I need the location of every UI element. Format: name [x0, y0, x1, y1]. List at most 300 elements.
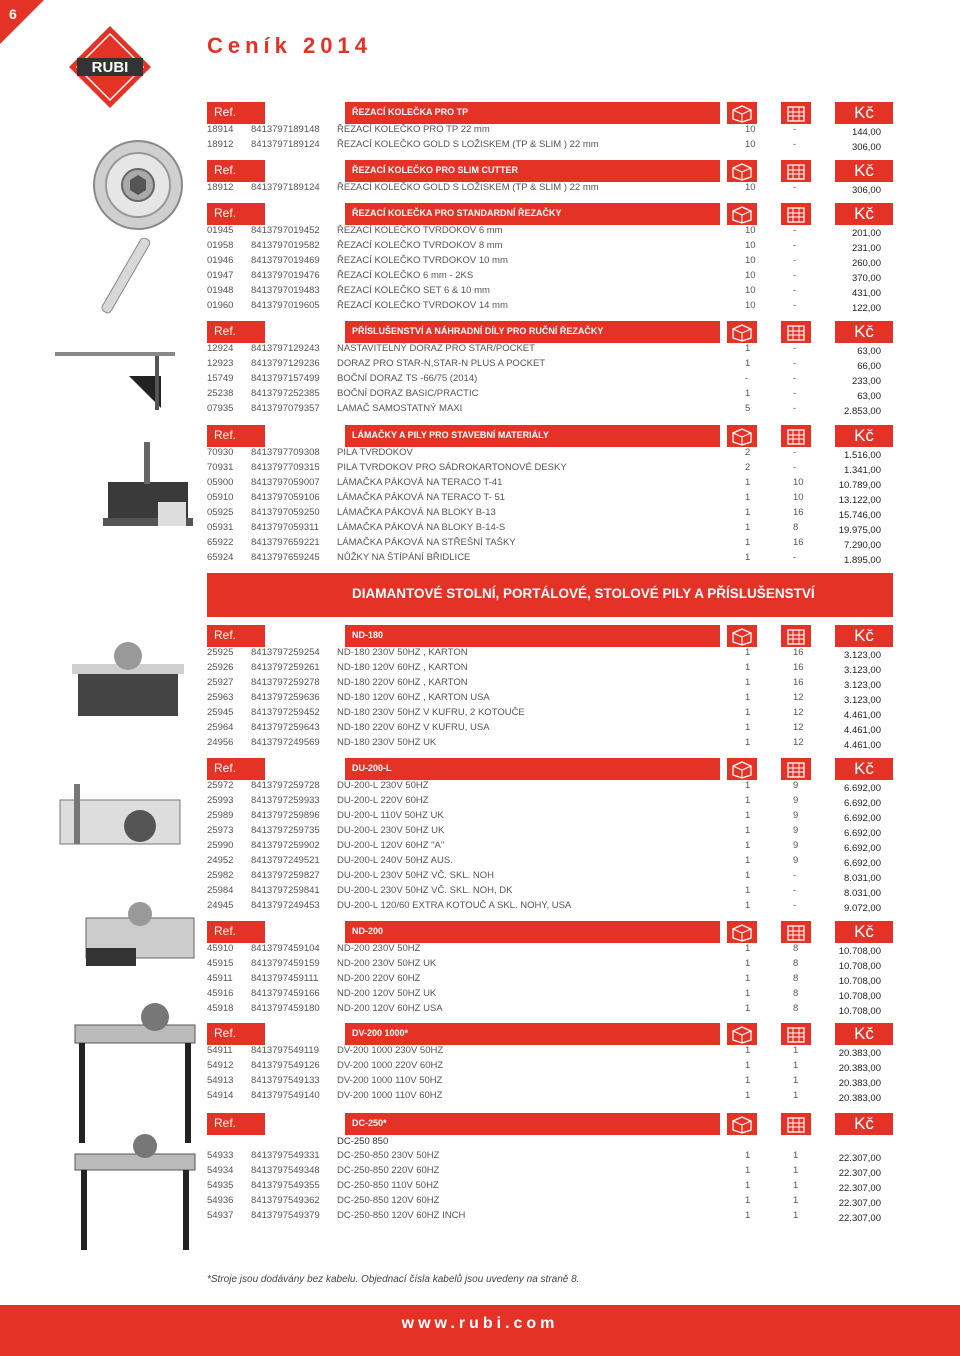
ref-code: 25990 — [207, 840, 234, 851]
section-title: ŘEZACÍ KOLEČKA PRO TP — [345, 102, 720, 124]
price: 6.692,00 — [844, 843, 881, 854]
pallet-quantity: 1 — [793, 1165, 799, 1176]
package-quantity: 1 — [745, 885, 751, 896]
price: 4.461,00 — [844, 725, 881, 736]
price: 10.708,00 — [838, 991, 881, 1002]
ref-code: 01960 — [207, 300, 234, 311]
package-quantity: 1 — [745, 840, 751, 851]
ref-label: Ref. — [207, 625, 265, 647]
pallet-quantity: 9 — [793, 780, 799, 791]
price-section — [207, 1023, 893, 1105]
table-row — [207, 270, 893, 285]
ean-code: 8413797459180 — [251, 1003, 320, 1014]
table-row — [207, 1180, 893, 1195]
price: 122,00 — [851, 303, 881, 314]
ref-code: 54911 — [207, 1045, 233, 1056]
product-description: DU-200-L 120V 60HZ "A" — [337, 840, 445, 851]
svg-text:9348019890: 9348019890 — [273, 219, 297, 224]
table-row — [207, 139, 893, 154]
price-section — [207, 425, 893, 567]
package-quantity: 10 — [745, 300, 756, 311]
table-row — [207, 1165, 893, 1180]
ean-code: 8413797059311 — [251, 522, 319, 533]
section-title: ND-200 — [345, 921, 720, 943]
package-quantity: 1 — [745, 1060, 751, 1071]
pallet-icon — [781, 1023, 811, 1045]
ean-code: 8413797549348 — [251, 1165, 320, 1176]
package-icon — [727, 425, 757, 447]
ref-code: 07935 — [207, 403, 234, 414]
table-row — [207, 343, 893, 358]
package-quantity: 1 — [745, 943, 751, 954]
product-description: LÁMAČKA PÁKOVÁ NA TERACO T-41 — [337, 477, 503, 488]
price: 20.383,00 — [838, 1063, 881, 1074]
package-quantity: 1 — [745, 477, 751, 488]
product-description: ND-180 230V 50HZ V KUFRU, 2 KOTOUČE — [337, 707, 525, 718]
ref-code: 24952 — [207, 855, 234, 866]
table-row — [207, 825, 893, 840]
price: 19.975,00 — [838, 525, 881, 536]
table-row — [207, 507, 893, 522]
package-quantity: 1 — [745, 988, 751, 999]
ean-code: 8413797129236 — [251, 358, 320, 369]
pallet-icon — [781, 625, 811, 647]
product-description: LAMAČ SAMOSTATNÝ MAXI — [337, 403, 463, 414]
ref-code: 25984 — [207, 885, 234, 896]
pallet-quantity: 1 — [793, 1180, 799, 1191]
pallet-quantity: - — [793, 358, 797, 369]
ref-code: 54912 — [207, 1060, 234, 1071]
product-description: DV-200 1000 230V 50HZ — [337, 1045, 444, 1056]
ean-code: 8413797259735 — [251, 825, 320, 836]
product-description: PILA TVRDOKOV PRO SÁDROKARTONOVÉ DESKY — [337, 462, 567, 473]
pallet-quantity: - — [793, 552, 797, 563]
ref-code: 05925 — [207, 507, 234, 518]
currency-label: Kč — [835, 203, 893, 225]
table-row — [207, 855, 893, 870]
product-description: ND-200 220V 60HZ — [337, 973, 421, 984]
package-icon — [727, 1113, 757, 1135]
product-description: ND-180 230V 50HZ , KARTON — [337, 647, 468, 658]
pallet-quantity: - — [793, 285, 797, 296]
ean-code: 8413797059250 — [251, 507, 320, 518]
barcode-icon — [269, 1023, 301, 1045]
ean-code: 8413797659245 — [251, 552, 320, 563]
table-row — [207, 810, 893, 825]
product-description: ŘEZACÍ KOLEČKO PRO TP 22 mm — [337, 124, 490, 135]
product-description: ŘEZACÍ KOLEČKO 6 mm - 2KS — [337, 270, 474, 281]
product-description: DU-200-L 230V 50HZ VČ. SKL. NOH, DK — [337, 885, 513, 896]
ean-code: 8413797019469 — [251, 255, 320, 266]
package-quantity: 1 — [745, 1210, 751, 1221]
ref-code: 70931 — [207, 462, 234, 473]
ean-code: 8413797189124 — [251, 182, 320, 193]
svg-text:9348019890: 9348019890 — [273, 1129, 297, 1134]
section-header — [207, 1113, 893, 1135]
section-title: DV-200 1000* — [345, 1023, 720, 1045]
footnote: *Stroje jsou dodávány bez kabelu. Objednací čísla kabelů jsou uvedeny na straně 8. — [207, 1274, 580, 1285]
pallet-quantity: 12 — [793, 722, 804, 733]
table-row — [207, 973, 893, 988]
package-quantity: 1 — [745, 552, 751, 563]
pallet-quantity: 1 — [793, 1090, 799, 1101]
ref-code: 01948 — [207, 285, 234, 296]
product-description: ND-180 120V 60HZ , KARTON USA — [337, 692, 490, 703]
price: 233,00 — [851, 376, 881, 387]
ean-code: 8413797549379 — [251, 1210, 320, 1221]
ean-code: 8413797259254 — [251, 647, 320, 658]
package-icon — [727, 203, 757, 225]
pallet-quantity: 16 — [793, 537, 804, 548]
currency-label: Kč — [835, 1023, 893, 1045]
pallet-quantity: 8 — [793, 943, 799, 954]
ref-code: 25989 — [207, 810, 234, 821]
pallet-quantity: - — [793, 343, 797, 354]
price-section — [207, 921, 893, 1018]
ref-code: 45910 — [207, 943, 234, 954]
ean-code: 8413797259827 — [251, 870, 320, 881]
price: 22.307,00 — [838, 1198, 881, 1209]
ref-code: 54933 — [207, 1150, 234, 1161]
ref-code: 25973 — [207, 825, 234, 836]
ean-code: 8413797259896 — [251, 810, 320, 821]
pallet-quantity: - — [793, 447, 797, 458]
ean-code: 8413797709315 — [251, 462, 320, 473]
package-quantity: 10 — [745, 285, 756, 296]
product-description: ND-180 220V 60HZ V KUFRU, USA — [337, 722, 490, 733]
package-icon — [727, 160, 757, 182]
price: 6.692,00 — [844, 858, 881, 869]
ean-code: 8413797259278 — [251, 677, 320, 688]
package-quantity: 1 — [745, 1195, 751, 1206]
ref-code: 54914 — [207, 1090, 234, 1101]
barcode-icon — [269, 160, 301, 182]
ref-code: 54913 — [207, 1075, 234, 1086]
price: 431,00 — [851, 288, 881, 299]
section-header — [207, 1023, 893, 1045]
package-icon — [727, 758, 757, 780]
ean-code: 8413797259902 — [251, 840, 320, 851]
table-row — [207, 447, 893, 462]
product-description: ND-180 220V 60HZ , KARTON — [337, 677, 468, 688]
price: 306,00 — [851, 185, 881, 196]
table-row — [207, 403, 893, 418]
ref-code: 01945 — [207, 225, 234, 236]
table-row — [207, 255, 893, 270]
product-description: DU-200-L 110V 50HZ UK — [337, 810, 444, 821]
pallet-quantity: 8 — [793, 958, 799, 969]
ref-code: 18912 — [207, 139, 234, 150]
price: 1.516,00 — [844, 450, 881, 461]
price: 10.708,00 — [838, 946, 881, 957]
table-row — [207, 900, 893, 915]
price-section — [207, 625, 893, 752]
ref-code: 01947 — [207, 270, 234, 281]
price: 7.290,00 — [844, 540, 881, 551]
currency-label: Kč — [835, 160, 893, 182]
package-icon — [727, 102, 757, 124]
package-quantity: 10 — [745, 270, 756, 281]
price: 370,00 — [851, 273, 881, 284]
currency-label: Kč — [835, 321, 893, 343]
product-description: LÁMAČKA PÁKOVÁ NA BLOKY B-14-S — [337, 522, 506, 533]
diamond-saws-banner-title: DIAMANTOVÉ STOLNÍ, PORTÁLOVÉ, STOLOVÉ PILY A PŘÍSLUŠENSTVÍ — [352, 586, 815, 601]
ean-code: 8413797549119 — [251, 1045, 319, 1056]
price: 20.383,00 — [838, 1078, 881, 1089]
package-icon — [727, 321, 757, 343]
pallet-quantity: 9 — [793, 810, 799, 821]
price: 3.123,00 — [844, 650, 881, 661]
package-icon — [727, 625, 757, 647]
package-quantity: 1 — [745, 662, 751, 673]
pallet-quantity: - — [793, 240, 797, 251]
ref-label: Ref. — [207, 321, 265, 343]
table-row — [207, 737, 893, 752]
currency-label: Kč — [835, 425, 893, 447]
svg-text:9348019890: 9348019890 — [273, 1039, 297, 1044]
package-quantity: 1 — [745, 855, 751, 866]
price: 6.692,00 — [844, 813, 881, 824]
price: 3.123,00 — [844, 665, 881, 676]
pallet-icon — [781, 102, 811, 124]
pallet-quantity: 16 — [793, 662, 804, 673]
price: 260,00 — [851, 258, 881, 269]
ean-code: 8413797019582 — [251, 240, 320, 251]
package-quantity: 1 — [745, 737, 751, 748]
pallet-quantity: - — [793, 462, 797, 473]
ean-code: 8413797079357 — [251, 403, 320, 414]
price: 8.031,00 — [844, 873, 881, 884]
page-title: Ceník 2014 — [207, 33, 372, 58]
pallet-quantity: 10 — [793, 492, 804, 503]
table-row — [207, 1195, 893, 1210]
product-description: DC-250-850 220V 60HZ — [337, 1165, 440, 1176]
footer — [0, 1305, 960, 1356]
package-quantity: 1 — [745, 692, 751, 703]
ean-code: 8413797259636 — [251, 692, 320, 703]
package-quantity: 1 — [745, 1003, 751, 1014]
package-quantity: 1 — [745, 1180, 751, 1191]
page-corner — [0, 0, 44, 44]
price-section — [207, 102, 893, 154]
package-icon — [727, 1023, 757, 1045]
ref-code: 65922 — [207, 537, 234, 548]
ean-code: 8413797249521 — [251, 855, 320, 866]
pallet-quantity: - — [793, 270, 797, 281]
pallet-quantity: 9 — [793, 840, 799, 851]
package-quantity: 1 — [745, 900, 751, 911]
pallet-quantity: 12 — [793, 737, 804, 748]
price: 20.383,00 — [838, 1048, 881, 1059]
product-description: ŘEZACÍ KOLEČKO GOLD S LOŽISKEM (TP & SLIM ) 22 mm — [337, 182, 599, 193]
svg-text:9348019890: 9348019890 — [273, 937, 297, 942]
package-quantity: 1 — [745, 958, 751, 969]
ref-code: 45911 — [207, 973, 233, 984]
ean-code: 8413797659221 — [251, 537, 320, 548]
ean-code: 8413797129243 — [251, 343, 320, 354]
cutting-wheel-image — [88, 135, 188, 235]
table-row — [207, 988, 893, 1003]
table-row — [207, 477, 893, 492]
barcode-icon — [269, 425, 301, 447]
package-quantity: - — [745, 373, 749, 384]
price-section — [207, 160, 893, 197]
price: 231,00 — [851, 243, 881, 254]
section-header — [207, 921, 893, 943]
package-quantity: 10 — [745, 139, 756, 150]
pallet-quantity: - — [793, 139, 797, 150]
pallet-quantity: - — [793, 225, 797, 236]
table-row — [207, 388, 893, 403]
pallet-quantity: 1 — [793, 1075, 799, 1086]
price: 4.461,00 — [844, 740, 881, 751]
ref-code: 24956 — [207, 737, 234, 748]
ref-label: Ref. — [207, 1113, 265, 1135]
table-row — [207, 870, 893, 885]
ref-code: 05900 — [207, 477, 234, 488]
table-row — [207, 522, 893, 537]
product-description: DU-200-L 230V 50HZ — [337, 780, 429, 791]
section-title: LÁMAČKY A PILY PRO STAVEBNÍ MATERIÁLY — [345, 425, 720, 447]
section-title: DU-200-L — [345, 758, 720, 780]
ean-code: 8413797549140 — [251, 1090, 320, 1101]
package-quantity: 1 — [745, 870, 751, 881]
section-title: ŘEZACÍ KOLEČKO PRO SLIM CUTTER — [345, 160, 720, 182]
price: 6.692,00 — [844, 783, 881, 794]
table-row — [207, 373, 893, 388]
price: 22.307,00 — [838, 1183, 881, 1194]
table-row — [207, 707, 893, 722]
ref-label: Ref. — [207, 160, 265, 182]
product-description: ND-200 120V 60HZ USA — [337, 1003, 443, 1014]
pallet-quantity: - — [793, 182, 797, 193]
ref-label: Ref. — [207, 102, 265, 124]
table-row — [207, 1090, 893, 1105]
currency-label: Kč — [835, 758, 893, 780]
currency-label: Kč — [835, 921, 893, 943]
svg-text:9348019890: 9348019890 — [273, 337, 297, 342]
table-row — [207, 285, 893, 300]
price: 10.708,00 — [838, 961, 881, 972]
ref-code: 54937 — [207, 1210, 234, 1221]
product-description: ND-180 120V 60HZ , KARTON — [337, 662, 468, 673]
product-description: ŘEZACÍ KOLEČKO TVRDOKOV 14 mm — [337, 300, 508, 311]
ean-code: 8413797019476 — [251, 270, 320, 281]
ref-code: 18914 — [207, 124, 234, 135]
table-row — [207, 300, 893, 315]
ref-label: Ref. — [207, 425, 265, 447]
package-quantity: 1 — [745, 677, 751, 688]
pallet-icon — [781, 321, 811, 343]
product-description: DU-200-L 240V 50HZ AUS. — [337, 855, 453, 866]
svg-text:9348019890: 9348019890 — [273, 176, 297, 181]
table-row — [207, 780, 893, 795]
svg-text:9348019890: 9348019890 — [273, 641, 297, 646]
ref-code: 05931 — [207, 522, 234, 533]
product-description: PILA TVRDOKOV — [337, 447, 413, 458]
table-row — [207, 1060, 893, 1075]
product-description: LÁMAČKA PÁKOVÁ NA TERACO T- 51 — [337, 492, 506, 503]
table-row — [207, 662, 893, 677]
price: 22.307,00 — [838, 1168, 881, 1179]
pallet-icon — [781, 921, 811, 943]
product-description: DC-250-850 120V 60HZ INCH — [337, 1210, 466, 1221]
package-quantity: 1 — [745, 343, 751, 354]
table-row — [207, 552, 893, 567]
section-header — [207, 203, 893, 225]
pallet-quantity: - — [793, 403, 797, 414]
pallet-quantity: 16 — [793, 507, 804, 518]
price: 22.307,00 — [838, 1153, 881, 1164]
ref-code: 25963 — [207, 692, 234, 703]
table-row — [207, 1075, 893, 1090]
package-quantity: 1 — [745, 722, 751, 733]
table-row — [207, 492, 893, 507]
pallet-icon — [781, 203, 811, 225]
ref-code: 45916 — [207, 988, 234, 999]
table-row — [207, 462, 893, 477]
table-row — [207, 692, 893, 707]
ref-code: 12924 — [207, 343, 234, 354]
barcode-icon — [269, 1113, 301, 1135]
ref-code: 24945 — [207, 900, 234, 911]
section-header — [207, 102, 893, 124]
cutter-pen-image — [78, 238, 188, 328]
table-row — [207, 537, 893, 552]
currency-label: Kč — [835, 1113, 893, 1135]
product-description: DV-200 1000 110V 60HZ — [337, 1090, 443, 1101]
section-title: ŘEZACÍ KOLEČKA PRO STANDARDNÍ ŘEZAČKY — [345, 203, 720, 225]
ean-code: 8413797252385 — [251, 388, 320, 399]
footer-url[interactable]: www.rubi.com — [401, 1315, 559, 1332]
adjustable-stop-image — [55, 346, 175, 416]
price: 306,00 — [851, 142, 881, 153]
ean-code: 8413797189148 — [251, 124, 320, 135]
section-header — [207, 425, 893, 447]
product-description: BOČNÍ DORAZ BASIC/PRACTIC — [337, 388, 479, 399]
ref-code: 25238 — [207, 388, 234, 399]
price: 10.708,00 — [838, 976, 881, 987]
ean-code: 8413797249569 — [251, 737, 320, 748]
package-quantity: 1 — [745, 492, 751, 503]
price: 3.123,00 — [844, 695, 881, 706]
package-quantity: 1 — [745, 358, 751, 369]
ean-code: 8413797549331 — [251, 1150, 320, 1161]
pallet-quantity: 16 — [793, 647, 804, 658]
section-title: PŘÍSLUŠENSTVÍ A NÁHRADNÍ DÍLY PRO RUČNÍ ŘEZAČKY — [345, 321, 720, 343]
package-quantity: 10 — [745, 124, 756, 135]
price: 10.789,00 — [838, 480, 881, 491]
tile-breaker-image — [98, 432, 198, 552]
ean-code: 8413797549126 — [251, 1060, 320, 1071]
table-row — [207, 1045, 893, 1060]
ref-code: 25982 — [207, 870, 234, 881]
table-row — [207, 225, 893, 240]
ean-code: 8413797189124 — [251, 139, 320, 150]
package-quantity: 1 — [745, 1075, 751, 1086]
pallet-quantity: 1 — [793, 1045, 799, 1056]
package-quantity: 1 — [745, 537, 751, 548]
price: 10.708,00 — [838, 1006, 881, 1017]
ref-code: 25945 — [207, 707, 234, 718]
product-description: ŘEZACÍ KOLEČKO SET 6 & 10 mm — [337, 285, 490, 296]
table-row — [207, 124, 893, 139]
product-description: DU-200-L 230V 50HZ VČ. SKL. NOH — [337, 870, 494, 881]
table-row — [207, 182, 893, 197]
package-quantity: 1 — [745, 707, 751, 718]
price: 20.383,00 — [838, 1093, 881, 1104]
pallet-quantity: 16 — [793, 677, 804, 688]
